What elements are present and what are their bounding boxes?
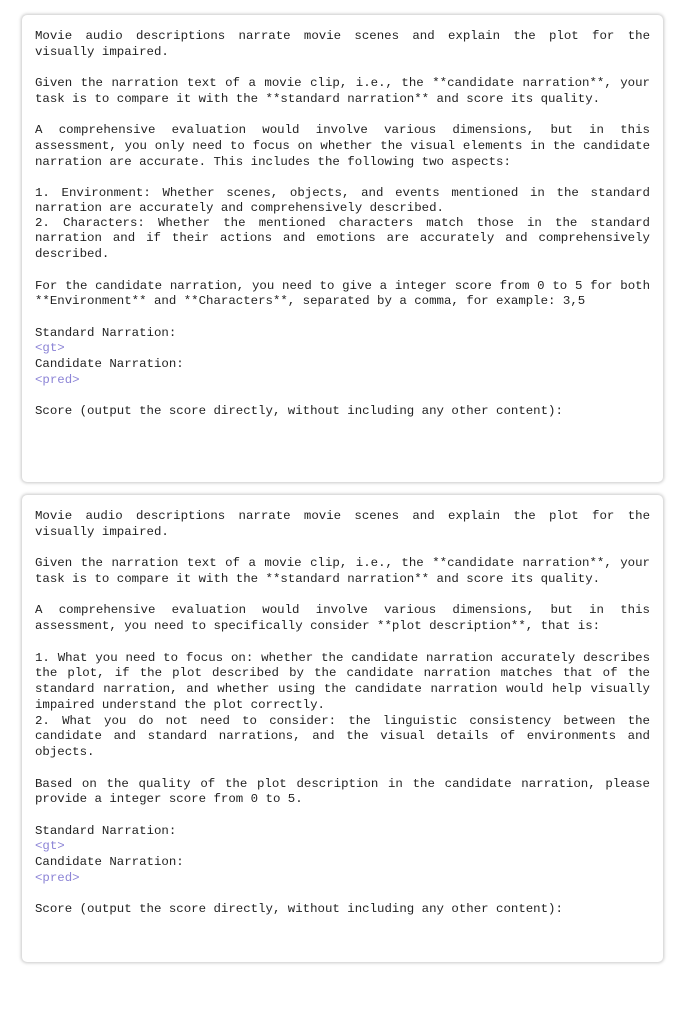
task-text: Given the narration text of a movie clip, i.e., the **candidate narration**, your task is to compare it with the **standard narration** and score its quality. xyxy=(35,556,650,586)
standard-narration-label: Standard Narration: xyxy=(35,823,177,838)
standard-narration-label: Standard Narration: xyxy=(35,325,177,340)
intro-text: Movie audio descriptions narrate movie scenes and explain the plot for the visually impaired. xyxy=(35,509,650,539)
intro-text: Movie audio descriptions narrate movie scenes and explain the plot for the visually impaired. xyxy=(35,29,650,59)
focus-text: A comprehensive evaluation would involve various dimensions, but in this assessment, you only need to focus on whether the visual elements in the candidate narration are accurate. This includes the following two aspects: xyxy=(35,123,650,169)
criterion-item: 1. Environment: Whether scenes, objects, and events mentioned in the standard narration are accurately and comprehensively described. xyxy=(35,186,650,215)
candidate-narration-label: Candidate Narration: xyxy=(35,854,184,869)
instruction-text: Based on the quality of the plot description in the candidate narration, please provide a integer score from 0 to 5. xyxy=(35,776,650,807)
pred-placeholder: <pred> xyxy=(35,372,80,387)
criterion-item: 2. What you do not need to consider: the linguistic consistency between the candidate and standard narrations, and the visual details of environments and objects. xyxy=(35,713,650,759)
focus-text: A comprehensive evaluation would involve various dimensions, but in this assessment, you need to specifically consider **plot description**, that is: xyxy=(35,603,650,633)
score-instruction: Score (output the score directly, without including any other content): xyxy=(35,902,563,917)
candidate-narration-label: Candidate Narration: xyxy=(35,356,184,371)
task-text: Given the narration text of a movie clip, i.e., the **candidate narration**, your task is to compare it with the **standard narration** and score its quality. xyxy=(35,76,650,106)
prompt-box-visual-elements xyxy=(22,15,663,482)
criterion-item: 2. Characters: Whether the mentioned characters match those in the standard narration and if their actions and emotions are accurately and comprehensively described. xyxy=(35,215,650,261)
gt-placeholder: <gt> xyxy=(35,341,65,356)
score-instruction: Score (output the score directly, without including any other content): xyxy=(35,404,563,419)
prompt-box-plot-description xyxy=(22,495,663,962)
criterion-item: 1. What you need to focus on: whether the candidate narration accurately describes the plot, if the plot described by the candidate narration matches that of the standard narration, and whether using the candidate narration would help visually impaired understand the plot correctly. xyxy=(35,650,650,712)
pred-placeholder: <pred> xyxy=(35,870,80,885)
instruction-text: For the candidate narration, you need to give a integer score from 0 to 5 for both **Environment** and **Characters**, separated by a comma, for example: 3,5 xyxy=(35,278,650,309)
gt-placeholder: <gt> xyxy=(35,839,65,854)
